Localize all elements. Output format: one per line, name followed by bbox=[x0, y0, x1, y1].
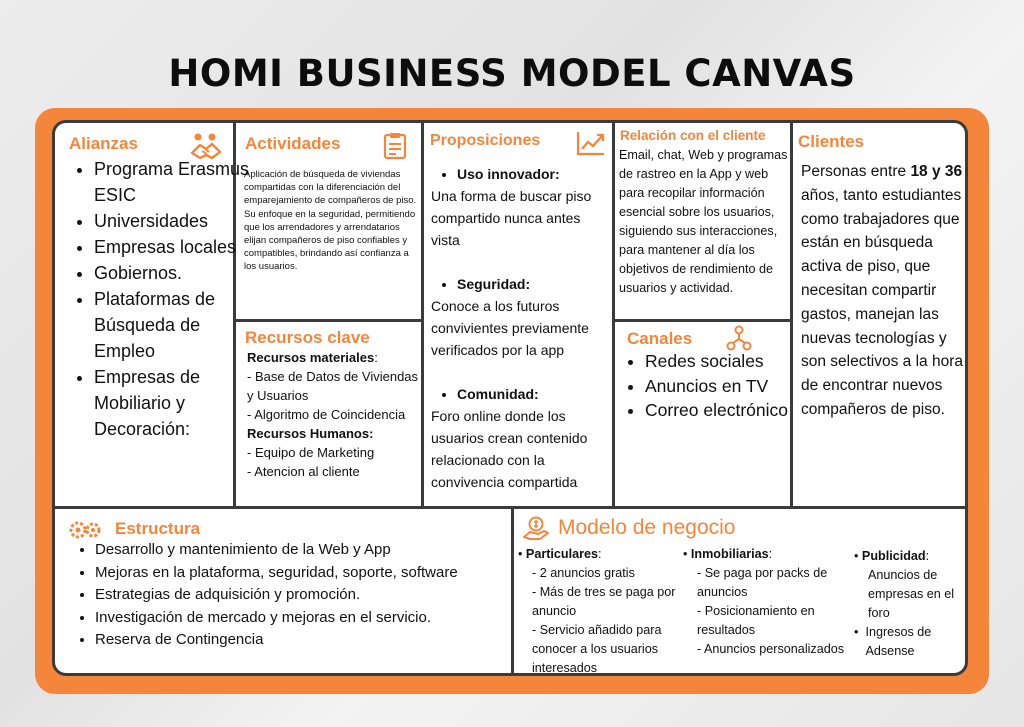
recursos-humanos-label: Recursos Humanos: bbox=[247, 426, 374, 441]
adsense-text: Ingresos de Adsense bbox=[865, 625, 932, 658]
relacion-section bbox=[615, 123, 790, 319]
list-item: • Correo electrónico bbox=[645, 398, 810, 423]
list-item: - Anuncios personalizados bbox=[697, 642, 845, 656]
clientes-section bbox=[793, 123, 965, 506]
relacion-heading: Relación con el cliente bbox=[620, 128, 766, 143]
alianzas-heading: Alianzas bbox=[69, 134, 138, 153]
list-item: - Servicio añadido para conocer a los usuarios interesados bbox=[532, 623, 662, 675]
estructura-list bbox=[73, 539, 533, 652]
estructura-section bbox=[55, 509, 511, 676]
estructura-heading: Estructura bbox=[115, 519, 201, 538]
list-item: - 2 anuncios gratis bbox=[532, 566, 635, 580]
list-item: • Mejoras en la plataforma, seguridad, soporte, software bbox=[95, 562, 533, 585]
list-item: • Estrategias de adquisición y promoción. bbox=[95, 584, 533, 607]
recursos-section bbox=[236, 322, 421, 506]
clientes-heading: Clientes bbox=[798, 132, 865, 151]
chart-up-icon bbox=[576, 130, 606, 156]
inmobiliarias-label: Inmobiliarias bbox=[690, 547, 769, 561]
clipboard-icon bbox=[382, 132, 408, 160]
canvas-board bbox=[52, 120, 968, 676]
list-item: • Empresas locales bbox=[94, 234, 252, 260]
page-title: HOMI BUSINESS MODEL CANVAS bbox=[168, 52, 856, 95]
list-item: - Base de Datos de Viviendas y Usuarios bbox=[247, 369, 419, 403]
list-item: • Investigación de mercado y mejoras en el servicio. bbox=[95, 607, 533, 630]
list-item: • Empresas de Mobiliario y Decoración: bbox=[94, 364, 252, 442]
proposiciones-heading: Proposiciones bbox=[430, 132, 541, 149]
proposicion-text: Una forma de buscar piso compartido nunca antes vista bbox=[431, 188, 592, 248]
canales-section bbox=[615, 322, 790, 506]
proposicion-label: Seguridad: bbox=[457, 276, 531, 292]
actividades-section bbox=[236, 123, 421, 319]
publicidad-column: • Publicidad: Anuncios de empresas en el foro • Ingresos de Adsense bbox=[854, 547, 962, 661]
list-item: - Algoritmo de Coincidencia bbox=[247, 407, 406, 422]
list-item: - Se paga por packs de anuncios bbox=[697, 566, 828, 599]
recursos-heading: Recursos clave bbox=[245, 328, 370, 347]
alianzas-list bbox=[72, 156, 252, 442]
proposicion-text: Foro online donde los usuarios crean contenido relacionado con la convivencia compartida bbox=[431, 408, 588, 490]
money-hand-icon bbox=[522, 515, 550, 541]
modelo-heading: Modelo de negocio bbox=[558, 516, 736, 539]
list-item: - Atencion al cliente bbox=[247, 464, 360, 479]
list-item: • Reserva de Contingencia bbox=[95, 629, 533, 652]
proposicion-text: Conoce a los futuros convivientes previamente verificados por la app bbox=[431, 298, 589, 358]
list-item: - Más de tres se paga por anuncio bbox=[532, 585, 676, 618]
publicidad-label: Publicidad bbox=[861, 549, 926, 563]
network-icon bbox=[727, 325, 751, 351]
alianzas-section bbox=[55, 123, 250, 506]
proposiciones-section bbox=[424, 123, 612, 506]
list-item: • Universidades bbox=[94, 208, 252, 234]
clientes-text: Personas entre 18 y 36 años, tanto estudiantes como trabajadores que están en búsqueda activa de piso, que necesitan compartir gastos, manejan las nuevas tecnologías y son selectivos a la hora de encontrar nuevos compañeros de piso. bbox=[801, 163, 963, 418]
canales-list bbox=[623, 349, 810, 423]
proposicion-label: Uso innovador: bbox=[457, 166, 560, 182]
canales-heading: Canales bbox=[627, 329, 693, 348]
inmobiliarias-column: • Inmobiliarias: - Se paga por packs de anuncios - Posicionamiento en resultados - Anuncios personalizados bbox=[683, 545, 855, 659]
particulares-label: Particulares bbox=[525, 547, 599, 561]
actividades-heading: Actividades bbox=[245, 134, 341, 153]
list-item: • Gobiernos. bbox=[94, 260, 252, 286]
list-item: • Redes sociales bbox=[645, 349, 810, 374]
list-item: • Desarrollo y mantenimiento de la Web y App bbox=[95, 539, 533, 562]
proposiciones-content bbox=[431, 163, 613, 493]
proposicion-label: Comunidad: bbox=[457, 386, 539, 402]
particulares-column: • Particulares: - 2 anuncios gratis - Más de tres se paga por anuncio - Servicio añadido para conocer a los usuarios interesados bbox=[518, 545, 694, 678]
recursos-content: Recursos materiales: - Base de Datos de Viviendas y Usuarios - Algoritmo de Coincidencia Recursos Humanos: - Equipo de Marketing - Atencion al cliente bbox=[247, 350, 419, 479]
list-item: - Posicionamiento en resultados bbox=[697, 604, 815, 637]
modelo-section bbox=[514, 509, 965, 676]
list-item: - Equipo de Marketing bbox=[247, 445, 375, 460]
list-item: • Plataformas de Búsqueda de Empleo bbox=[94, 286, 252, 364]
recursos-materiales-label: Recursos materiales bbox=[247, 350, 375, 365]
actividades-text: Aplicación de búsqueda de viviendas compartidas con la diferenciación del emparejamiento de compañeros de piso. Su enfoque en la seguridad, permitiendo que los arrendadores y arrendatarios elijan compañeros de piso confiables y compatibles, brindando así confianza a los usuarios. bbox=[244, 169, 417, 273]
relacion-text: Email, chat, Web y programas de rastreo en la App y web para recopilar información esencial sobre los usuarios, siguiendo sus interacciones, para mantener al día los objetivos de rendimiento de usuarios y actividad. bbox=[619, 148, 788, 295]
list-item: • Programa Erasmus ESIC bbox=[94, 156, 252, 208]
publicidad-text: Anuncios de empresas en el foro bbox=[868, 568, 955, 620]
list-item: • Anuncios en TV bbox=[645, 374, 810, 399]
